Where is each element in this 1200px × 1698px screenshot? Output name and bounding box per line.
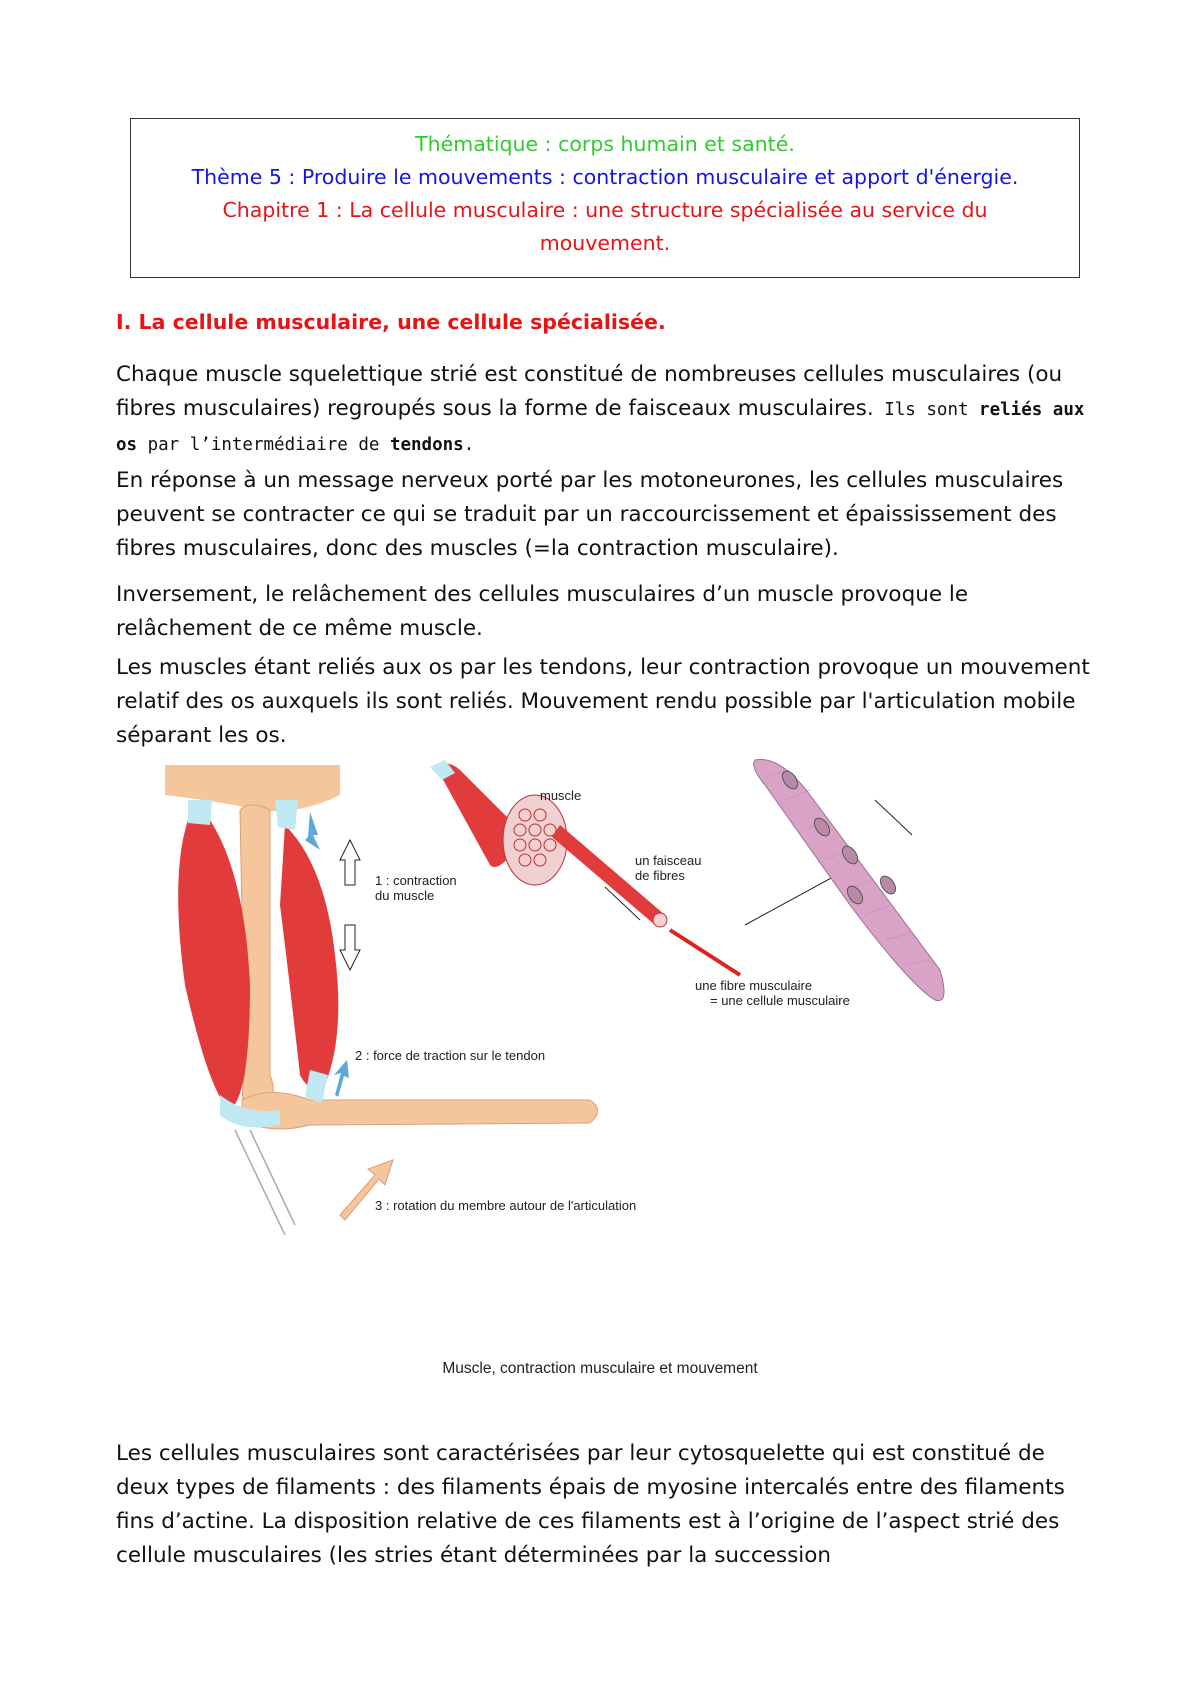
leg-line-1 [235,1130,285,1235]
label-faisceau-2: de fibres [635,868,685,883]
biceps-muscle [280,825,338,1088]
paragraph-1-ils-sont: Ils sont [873,400,980,420]
section-heading: I. La cellule musculaire, une cellule spécialisée. [116,310,666,334]
label-muscle: muscle [540,788,582,803]
label-faisceau-1: un faisceau [635,853,702,868]
paragraph-1-end: . [463,435,475,455]
theme-line: Thème 5 : Produire le mouvements : contraction musculaire et apport d'énergie. [191,165,1019,189]
label-traction: 2 : force de traction sur le tendon [355,1048,546,1063]
chapitre-line-2: mouvement. [539,231,671,255]
fiber-body [754,759,944,1000]
muscle-fiber-cell [754,759,944,1000]
forearm-bone [242,1093,598,1130]
figure-caption: Muscle, contraction musculaire et mouvement [442,1360,758,1377]
paragraph-1-tendons: tendons [389,435,464,455]
paragraph-1-par: par l’intermédiaire de [137,435,390,455]
paragraph-1 [116,358,1096,462]
double-arrow-up [340,840,360,885]
fiber-line [670,930,740,975]
title-box [130,118,1080,278]
double-arrow-down [340,925,360,970]
chapitre-line-1: Chapitre 1 : La cellule musculaire : une structure spécialisée au service du [222,198,988,222]
label-fibre-2: = une cellule musculaire [710,993,850,1008]
paragraph-3: Inversement, le relâchement des cellules musculaires d’un muscle provoque le relâchement de ce même muscle. [116,582,969,641]
triceps-muscle [178,820,250,1110]
fiber-double-arrow [875,800,912,835]
blue-arrow-top [305,812,320,850]
label-rotation: 3 : rotation du membre autour de l'articulation [375,1198,637,1213]
muscle-figure [150,755,1050,1365]
leg-line-2 [250,1130,295,1225]
paragraph-1-relies: reliés aux os [116,400,1085,455]
thematique-line: Thématique : corps humain et santé. [415,132,795,156]
fascicle-end [653,913,667,927]
tendon-top-right [275,800,298,830]
paragraph-4: Les muscles étant reliés aux os par les tendons, leur contraction provoque un mouvement relatif des os auxquels ils sont reliés. Mouvement rendu possible par l'articulation mobile séparant les os. [116,655,1090,748]
paragraph-5: Les cellules musculaires sont caractérisées par leur cytosquelette qui est constitué de deux types de filaments : des filaments épais de myosine intercalés entre des filaments fins d’actine. La disposition relative de ces filaments est à l’origine de l’aspect strié des cellule musculaires (les stries étant déterminées par la succession [116,1441,1065,1568]
label-contraction-1: 1 : contraction [375,873,457,888]
tendon-top-left [188,800,212,825]
muscle-diagram [150,755,1050,1365]
paragraph-1-main: Chaque muscle squelettique strié est constitué de nombreuses cellules musculaires (ou fibres musculaires) regroupés sous la forme de faisceaux musculaires. [116,362,1063,421]
label-fibre-1: une fibre musculaire [695,978,813,993]
blue-arrow-bottom [334,1060,349,1097]
label-contraction-2: du muscle [375,888,435,903]
paragraph-2: En réponse à un message nerveux porté par les motoneurones, les cellules musculaires peuvent se contracter ce qui se traduit par un raccourcissement et épaississement des fibres musculaires, donc des muscles (=la contraction musculaire). [116,468,1064,561]
